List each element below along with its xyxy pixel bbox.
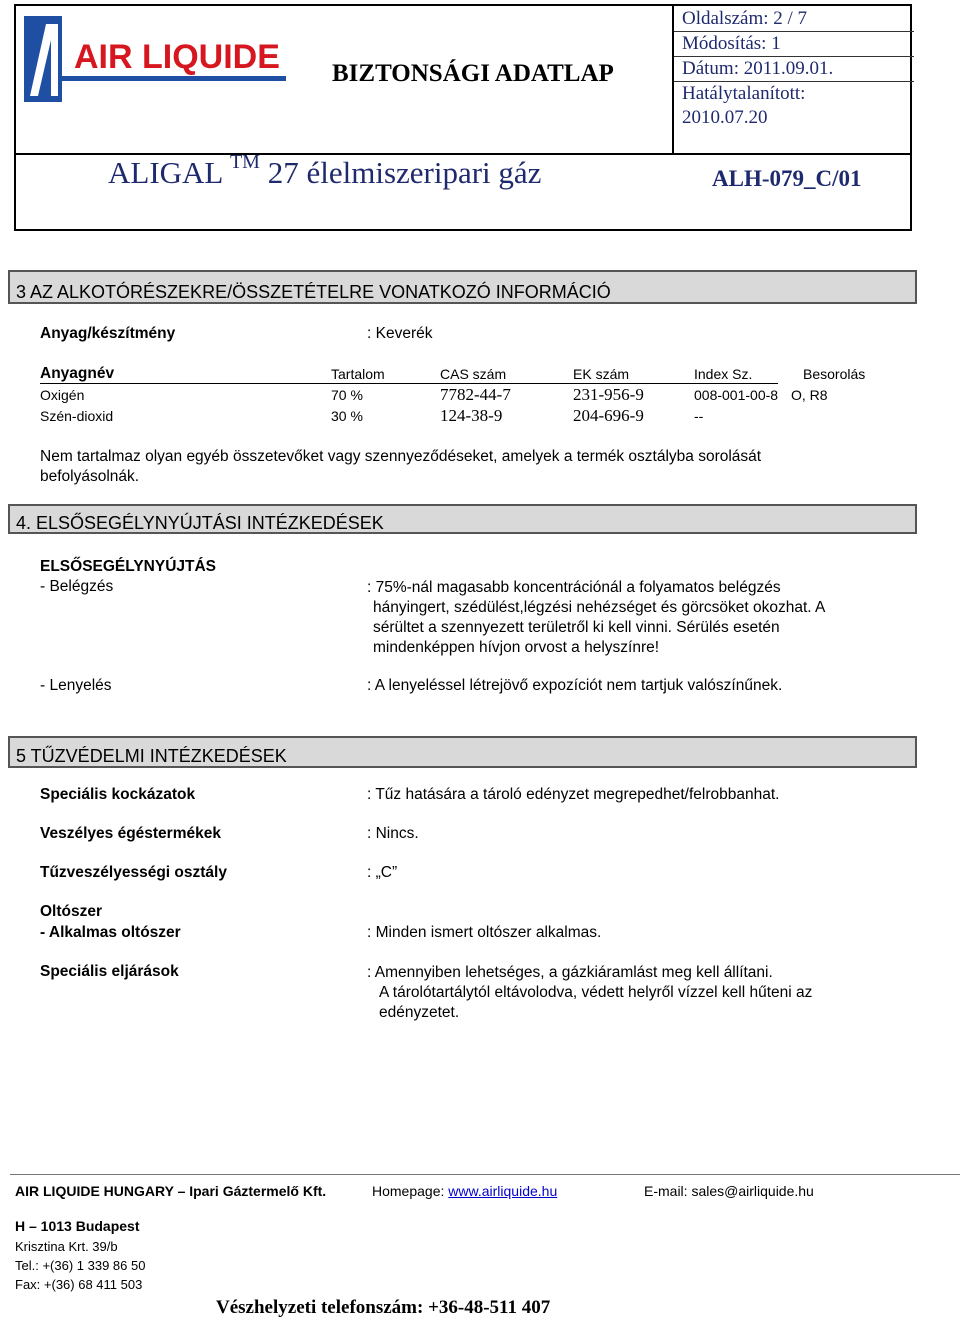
page-number: Oldalszám: 2 / 7 <box>682 8 808 29</box>
col-header-index: Index Sz. <box>694 366 753 382</box>
homepage-label: Homepage: <box>372 1183 445 1199</box>
product-brand: ALIGAL <box>108 155 223 190</box>
footer-street: Krisztina Krt. 39/b <box>15 1239 118 1254</box>
footer-homepage <box>372 1183 557 1199</box>
text-line: : 75%-nál magasabb koncentrációnál a folyamatos belégzés <box>367 579 781 596</box>
cell-ek: 231-956-9 <box>573 385 644 404</box>
inhalation-text <box>367 578 825 658</box>
footer-city: H – 1013 Budapest <box>15 1218 140 1234</box>
note-line: Nem tartalmaz olyan egyéb összetevőket vagy szennyeződéseket, amelyek a termék osztályba sorolását <box>40 448 762 465</box>
footer-rule <box>10 1174 960 1175</box>
meta-divider <box>674 56 914 57</box>
cell-name: Oxigén <box>40 387 85 403</box>
first-aid-subtitle: ELSŐSEGÉLYNYÚJTÁS <box>40 558 217 575</box>
footer-email: E-mail: sales@airliquide.hu <box>644 1183 814 1199</box>
text-line: mindenképpen hívjon orvost a helyszínre! <box>373 639 660 656</box>
logo-wordmark: AIR LIQUIDE <box>74 38 280 76</box>
cell-cas: 7782-44-7 <box>440 385 511 404</box>
air-liquide-logo <box>24 16 286 102</box>
supersedes-date: 2010.07.20 <box>682 107 768 128</box>
cell-index: -- <box>694 408 704 424</box>
footer-fax: Fax: +(36) 68 411 503 <box>15 1277 143 1292</box>
ingestion-label: - Lenyelés <box>40 677 112 694</box>
col-header-classification: Besorolás <box>803 366 866 382</box>
special-methods-label: Speciális eljárások <box>40 963 179 980</box>
ingestion-value: : A lenyeléssel létrejövő expozíciót nem tartjuk valószínűnek. <box>367 677 783 694</box>
cell-classification: O, R8 <box>791 387 828 403</box>
suitable-extinguisher-label: - Alkalmas oltószer <box>40 924 181 941</box>
fire-class-label: Tűzveszélyességi osztály <box>40 864 227 881</box>
text-line: : Amennyiben lehetséges, a gázkiáramlást meg kell állítani. <box>367 964 773 981</box>
col-header-cas: CAS szám <box>440 366 507 382</box>
specific-hazards-value: : Tűz hatására a tároló edényzet megrepedhet/felrobbanhat. <box>367 786 780 803</box>
cell-content: 30 % <box>331 408 363 424</box>
footer-tel: Tel.: +(36) 1 339 86 50 <box>15 1258 146 1273</box>
note-line: befolyásolnák. <box>40 468 140 485</box>
supersedes-label: Hatálytalanított: <box>682 83 806 104</box>
cell-ek: 204-696-9 <box>573 406 644 425</box>
emergency-phone: Vészhelyzeti telefonszám: +36-48-511 407 <box>216 1297 551 1318</box>
composition-note <box>40 447 761 487</box>
trademark: TM <box>229 151 260 173</box>
text-line: sérültet a szennyezett területről ki kell vinni. Sérülés esetén <box>373 619 780 636</box>
cell-name: Szén-dioxid <box>40 408 114 424</box>
col-header-ek: EK szám <box>573 366 630 382</box>
document-title: BIZTONSÁGI ADATLAP <box>332 60 614 87</box>
col-header-content: Tartalom <box>331 366 385 382</box>
combustion-products-value: : Nincs. <box>367 825 419 842</box>
cell-content: 70 % <box>331 387 363 403</box>
cell-cas: 124-38-9 <box>440 406 503 425</box>
table-header-rule <box>40 383 778 384</box>
cell-index: 008-001-00-8 <box>694 387 779 403</box>
fire-class-value: : „C” <box>367 864 398 881</box>
product-code: ALH-079_C/01 <box>712 166 862 191</box>
product-name <box>108 151 542 191</box>
special-methods-text <box>367 963 812 1023</box>
combustion-products-label: Veszélyes égéstermékek <box>40 825 221 842</box>
specific-hazards-label: Speciális kockázatok <box>40 786 196 803</box>
homepage-link[interactable]: www.airliquide.hu <box>448 1183 558 1199</box>
substance-label: Anyag/készítmény <box>40 325 176 342</box>
substance-value: : Keverék <box>367 325 433 342</box>
text-line: A tárolótartálytól eltávolodva, védett helyről vízzel kell hűteni az <box>379 984 813 1001</box>
section-3-title: 3 AZ ALKOTÓRÉSZEKRE/ÖSSZETÉTELRE VONATKOZÓ INFORMÁCIÓ <box>8 270 917 304</box>
suitable-extinguisher-value: : Minden ismert oltószer alkalmas. <box>367 924 602 941</box>
product-description: 27 élelmiszeripari gáz <box>267 155 542 190</box>
meta-info-box <box>672 4 912 154</box>
section-5-title: 5 TŰZVÉDELMI INTÉZKEDÉSEK <box>8 736 917 768</box>
meta-divider <box>674 81 914 82</box>
footer-company: AIR LIQUIDE HUNGARY – Ipari Gáztermelő Kft. <box>15 1183 327 1199</box>
meta-divider <box>674 31 914 32</box>
section-4-title: 4. ELSŐSEGÉLYNYÚJTÁSI INTÉZKEDÉSEK <box>8 504 917 534</box>
inhalation-label: - Belégzés <box>40 578 114 595</box>
text-line: hányingert, szédülést,légzési nehézséget és görcsöket okozhat. A <box>373 599 826 616</box>
text-line: edényzetet. <box>379 1004 460 1021</box>
col-header-name: Anyagnév <box>40 365 115 382</box>
revision: Módosítás: 1 <box>682 33 781 54</box>
date: Dátum: 2011.09.01. <box>682 58 834 79</box>
extinguisher-label: Oltószer <box>40 903 103 920</box>
